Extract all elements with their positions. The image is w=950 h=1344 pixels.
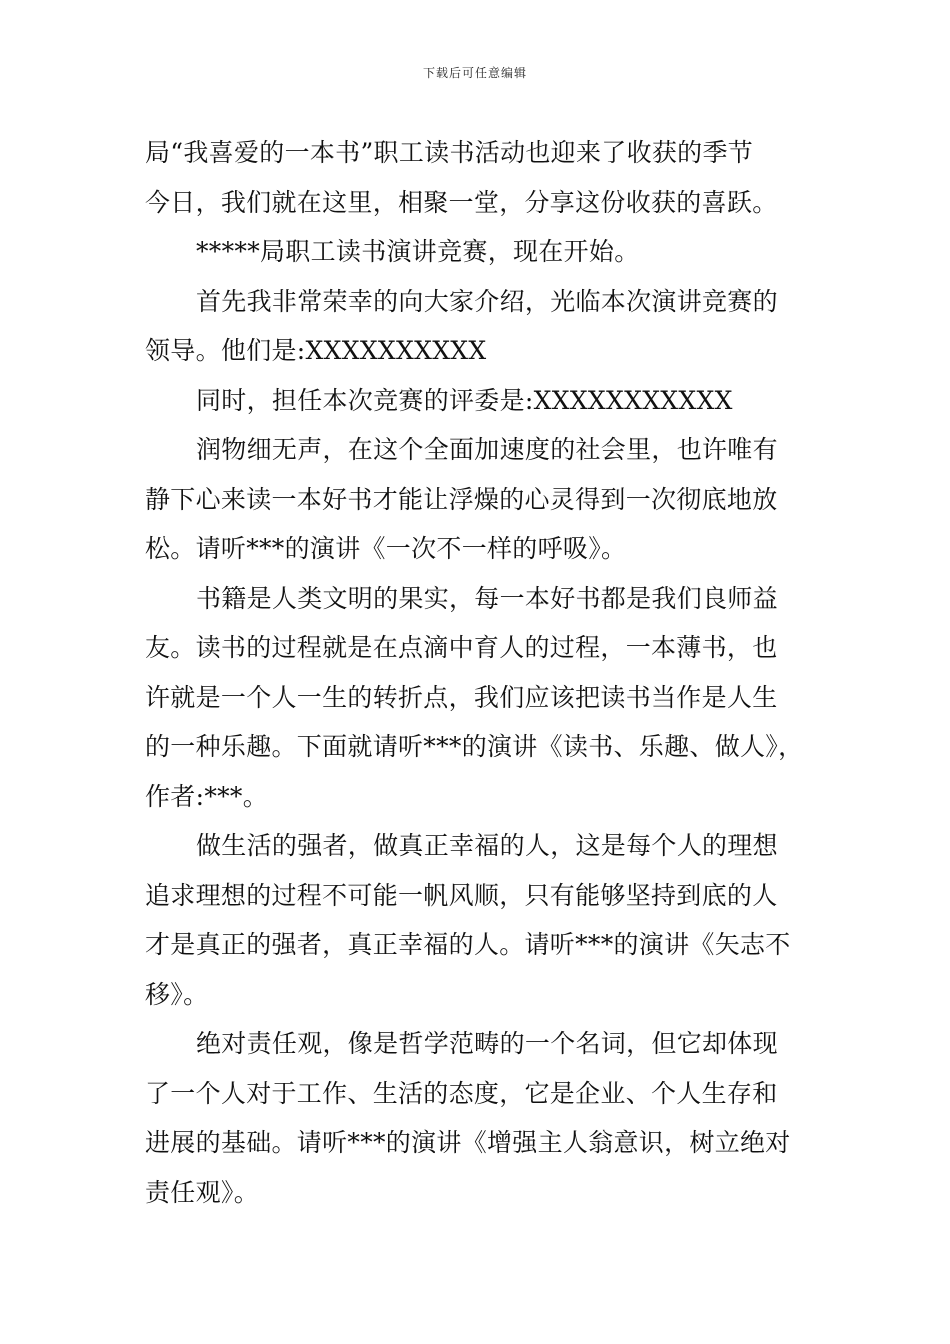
text-line: 领导。他们是:XXXXXXXXXX [145, 336, 487, 365]
text-line: 了一个人对于工作、生活的态度，它是企业、个人生存和 [145, 1078, 778, 1108]
paragraph [145, 227, 815, 277]
page-header: 下载后可任意编辑 [422, 66, 527, 80]
text-line: 进展的基础。请听***的演讲《增强主人翁意识，树立绝对 [145, 1128, 791, 1157]
text-line: 责任观》。 [145, 1177, 260, 1207]
text-line: 局“我喜爱的一本书”职工读书活动也迎来了收获的季节 [145, 138, 754, 167]
text-line: 同时，担任本次竞赛的评委是:XXXXXXXXXXX [196, 385, 733, 415]
text-line: 的一种乐趣。下面就请听***的演讲《读书、乐趣、做人》， [145, 732, 804, 761]
paragraph [145, 376, 815, 426]
text-line: 许就是一个人一生的转折点，我们应该把读书当作是人生 [145, 682, 778, 712]
text-line: 书籍是人类文明的果实，每一本好书都是我们良师益 [196, 583, 778, 613]
paragraph [145, 277, 815, 376]
text-line: 首先我非常荣幸的向大家介绍，光临本次演讲竞赛的 [196, 286, 778, 316]
text-line: 绝对责任观，像是哲学范畴的一个名词，但它却体现 [196, 1029, 778, 1058]
text-line: 移》。 [145, 979, 209, 1009]
text-line: 今日，我们就在这里，相聚一堂，分享这份收获的喜跃。 [145, 187, 778, 217]
text-line: 友。读书的过程就是在点滴中育人的过程，一本薄书，也 [145, 633, 778, 662]
paragraph [145, 128, 815, 227]
paragraph [145, 574, 815, 822]
text-line: 作者:***。 [145, 781, 269, 811]
text-line: 松。请听***的演讲《一次不一样的呼吸》。 [145, 534, 627, 563]
text-line: 润物细无声，在这个全面加速度的社会里，也许唯有 [196, 435, 778, 464]
paragraph [145, 1019, 815, 1217]
text-line: 做生活的强者，做真正幸福的人，这是每个人的理想 [196, 831, 778, 860]
document-body [145, 128, 815, 1217]
text-line: 静下心来读一本好书才能让浮燥的心灵得到一次彻底地放 [145, 484, 778, 514]
paragraph [145, 821, 815, 1019]
text-line: 追求理想的过程不可能一帆风顺，只有能够坚持到底的人 [145, 880, 778, 910]
text-line: 才是真正的强者，真正幸福的人。请听***的演讲《矢志不 [145, 930, 791, 959]
text-line: *****局职工读书演讲竞赛，现在开始。 [196, 237, 640, 266]
paragraph [145, 425, 815, 574]
